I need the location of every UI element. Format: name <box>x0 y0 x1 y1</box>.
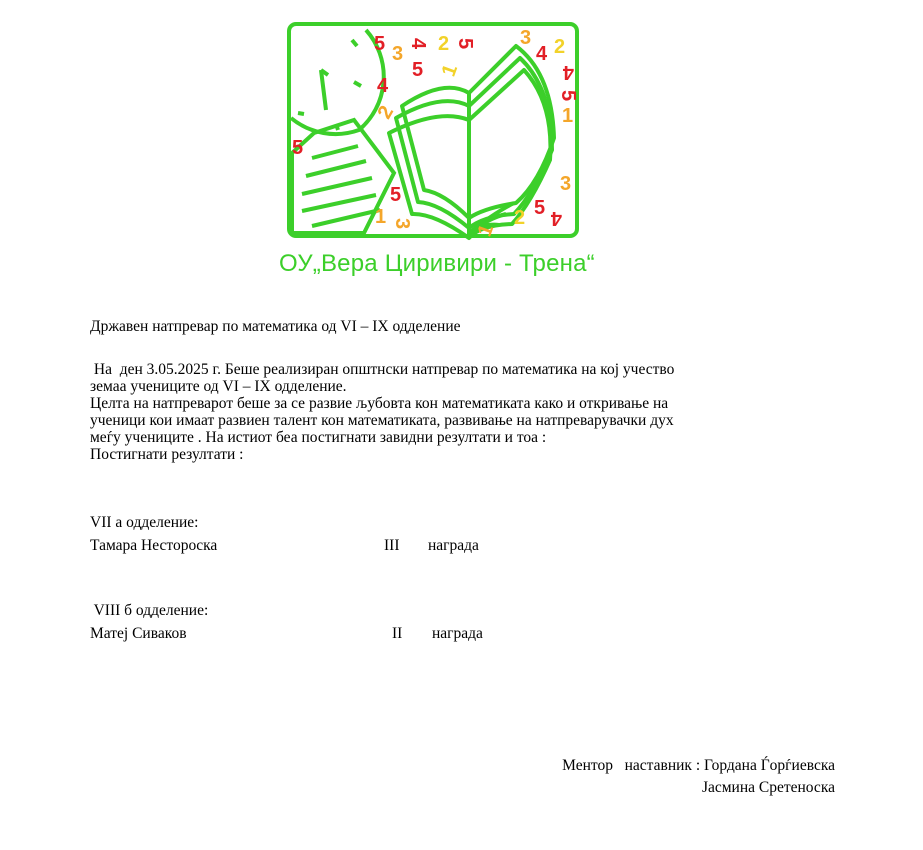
svg-text:3: 3 <box>520 27 532 49</box>
svg-text:2: 2 <box>373 102 399 123</box>
svg-text:5: 5 <box>374 33 386 55</box>
intro-line: земаа учениците од VI – IX одделение. <box>90 378 347 395</box>
svg-text:2: 2 <box>514 207 526 229</box>
intro-line: меѓу учениците . На истиот беа постигнати завидни резултати и тоа : <box>90 429 547 446</box>
svg-text:3: 3 <box>560 173 572 195</box>
svg-text:1: 1 <box>473 221 499 240</box>
result-student: Тамара Несторoска <box>90 537 218 554</box>
intro-line: Целта на натпреварот беше за се развие љубовта кон математиката како и откривање на <box>90 395 669 412</box>
svg-text:3: 3 <box>391 218 413 230</box>
result-grade: VII а одделение: <box>90 514 199 531</box>
svg-text:3: 3 <box>392 43 404 65</box>
result-award: награда <box>428 537 479 554</box>
svg-text:5: 5 <box>557 90 579 102</box>
result-rank: II <box>392 625 403 642</box>
intro-line: Постигнати резултати : <box>90 446 244 463</box>
svg-text:1: 1 <box>375 206 387 228</box>
logo-graphic <box>284 18 594 258</box>
svg-text:5: 5 <box>412 59 424 81</box>
svg-text:2: 2 <box>554 36 566 58</box>
result-grade: VIII б одделение: <box>90 602 209 619</box>
svg-text:2: 2 <box>438 33 450 55</box>
school-name: ОУ„Вера Циривири - Трена“ <box>279 250 595 277</box>
svg-text:4: 4 <box>377 75 389 97</box>
school-logo <box>284 18 594 288</box>
svg-text:5: 5 <box>534 197 546 219</box>
intro-line: На ден 3.05.2025 г. Беше реализиран општнски натпревар по математика на кој учество <box>90 361 675 378</box>
mentor-line: Јасмина Сретеноска <box>701 779 835 796</box>
intro-line: ученици кои имаат развиен талент кон математиката, развивање на натпреварувачки дух <box>90 412 674 429</box>
svg-text:4: 4 <box>550 207 562 229</box>
mentor-line: Ментор наставник : Гордана Ѓорѓиевска <box>562 757 835 774</box>
svg-text:1: 1 <box>562 105 574 127</box>
svg-text:4: 4 <box>536 43 548 65</box>
svg-text:5: 5 <box>454 38 476 50</box>
svg-text:4: 4 <box>407 38 429 50</box>
result-rank: III <box>384 537 400 554</box>
result-student: Матеј Сиваков <box>90 625 187 642</box>
svg-text:1: 1 <box>437 61 463 80</box>
svg-text:5: 5 <box>390 184 402 206</box>
svg-text:5: 5 <box>292 137 304 159</box>
clock-icon <box>291 30 384 134</box>
svg-text:4: 4 <box>562 61 574 83</box>
document-heading: Државен натпревар по математика од VI – IX одделение <box>90 318 461 335</box>
intro-paragraph <box>90 361 674 463</box>
result-award: награда <box>432 625 483 642</box>
